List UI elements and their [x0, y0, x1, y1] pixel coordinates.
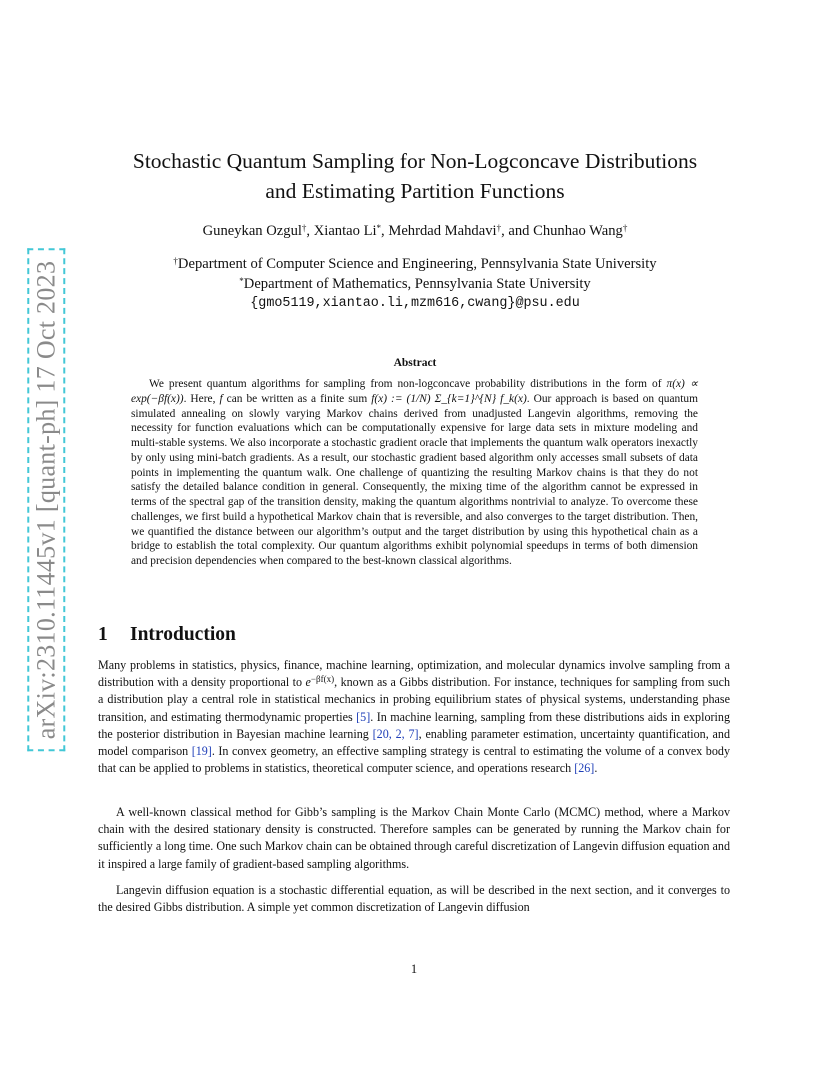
body-text-run: , known as a Gibbs distribution. For instance, techniques for sampling from such a distribution play a central role in statistical mechanics in probing equilibrium states of physical systems, understanding phase transition, and estimating thermodynamic properties — [98, 675, 730, 724]
section-title: Introduction — [130, 624, 236, 645]
abstract-text — [131, 377, 698, 569]
section-number: 1 — [98, 624, 108, 645]
abstract-text-run: We present quantum algorithms for sampling from non-logconcave probability distributions in the form of — [149, 378, 667, 390]
arxiv-stamp-label[interactable]: arXiv:2310.11445v1 [quant-ph] 17 Oct 2023 — [27, 249, 65, 752]
affiliations — [90, 254, 740, 314]
intro-paragraph-1 — [98, 657, 730, 777]
affiliation-mark: * — [376, 223, 382, 233]
abstract-heading: Abstract — [393, 357, 437, 369]
section-heading — [98, 624, 236, 646]
page-number: 1 — [410, 962, 418, 976]
affiliation-mark: † — [173, 256, 178, 266]
body-text-run: . In machine learning, sampling from these distributions aids in exploring the posterior distribution in Bayesian machine learning — [98, 709, 730, 741]
citation-link[interactable]: [26] — [574, 761, 595, 776]
body-text-run: , enabling parameter estimation, uncertainty quantification, and model comparison — [98, 726, 731, 759]
body-text-run: . In convex geometry, an effective sampling strategy is central to estimating the volume of a convex body that can be applied to problems in statistics, theoretical computer science, and operations research — [98, 744, 730, 776]
affiliation-mark: * — [239, 276, 244, 286]
abstract-formula: f — [219, 392, 223, 405]
author-name: Mehrdad Mahdavi — [388, 223, 497, 239]
body-text-run: Many problems in statistics, physics, finance, machine learning, optimization, and molecular dynamics involve sampling from a distribution with a density proportional to — [98, 658, 730, 690]
intro-paragraph-3: Langevin diffusion equation is a stochastic differential equation, as will be described in the next section, and it converges to the desired Gibbs distribution. A simple yet common discretization of Langevin diffusion — [98, 883, 730, 915]
affiliation-mark: † — [496, 223, 502, 233]
affiliation-mark: † — [622, 223, 628, 233]
arxiv-stamp — [29, 250, 63, 750]
affiliation-mark: † — [301, 223, 307, 233]
affiliation-dept: Department of Mathematics, Pennsylvania State University — [243, 276, 591, 292]
author-emails: {gmo5119,xiantao.li,mzm616,cwang}@psu.edu — [250, 296, 580, 311]
abstract-formula: π(x) ∝ exp(−βf(x)) — [131, 378, 698, 405]
inline-math: e — [305, 675, 311, 690]
abstract-text-run: . Our approach is based on quantum simulated annealing on slowly varying Markov chains derived from unadjusted Langevin algorithms, removing the necessity for function evaluations which can be computationally expensive for large data sets in mixture modeling and multi-stable systems. We also incorporate a stochastic gradient oracle that implements the quantum walk operators inexactly by only using mini-batch gradients. As a result, our stochastic gradient based algorithm only accesses small subsets of data points in implementing the quantum walk. One challenge of quantizing the resulting Markov chains is that they do not satisfy the detailed balance condition in general. Consequently, the mixing time of the algorithm cannot be expressed in terms of the spectral gap of the transition density, making the quantum algorithms nontrivial to analyze. To overcome these challenges, we first build a hypothetical Markov chain that is reversible, and also converges to the target distribution. Then, we quantified the distance between our algorithm’s output and the target distribution by using this hypothetical chain as a bridge to establish the total complexity. Our quantum algorithms exhibit polynomial speedups in terms of both dimension and precision dependencies when compared to the best-known classical algorithms. — [131, 392, 698, 567]
body-text-run: . — [594, 761, 598, 776]
citation-link[interactable]: [20, 2, 7] — [372, 726, 419, 741]
citation-link[interactable]: [5] — [356, 709, 371, 724]
paper-title — [90, 146, 740, 206]
title-line-1: Stochastic Quantum Sampling for Non-Logconcave Distributions — [132, 149, 698, 173]
author-name: Chunhao Wang — [533, 223, 623, 239]
title-line-2: and Estimating Partition Functions — [265, 179, 565, 203]
abstract-text-run: . Here, — [183, 392, 220, 405]
affiliation-line-2 — [90, 274, 740, 294]
abstract-text-run: can be written as a finite sum — [222, 392, 372, 405]
affiliation-line-1 — [90, 254, 740, 274]
affiliation-dept: Department of Computer Science and Engineering, Pennsylvania State University — [177, 256, 657, 272]
author-list: Guneykan Ozgul†, Xiantao Li*, Mehrdad Mahdavi†, and Chunhao Wang† — [202, 223, 628, 239]
inline-math-exponent: −βf(x) — [310, 674, 335, 685]
citation-link[interactable]: [19] — [191, 744, 212, 759]
author-name: Guneykan Ozgul — [202, 223, 302, 239]
author-name: Xiantao Li — [313, 223, 377, 239]
abstract-formula: f(x) := (1/N) Σ_{k=1}^{N} f_k(x) — [371, 392, 527, 405]
intro-paragraph-2: A well-known classical method for Gibb’s sampling is the Markov Chain Monte Carlo (MCMC) method, where a Markov chain with the desired stationary density is constructed. Therefore samples can be generated by running the Markov chain for sufficiently a long time. One such Markov chain can be obtained through careful discretization of Langevin diffusion equation and it inspired a large family of gradient-based sampling algorithms. — [98, 805, 730, 871]
